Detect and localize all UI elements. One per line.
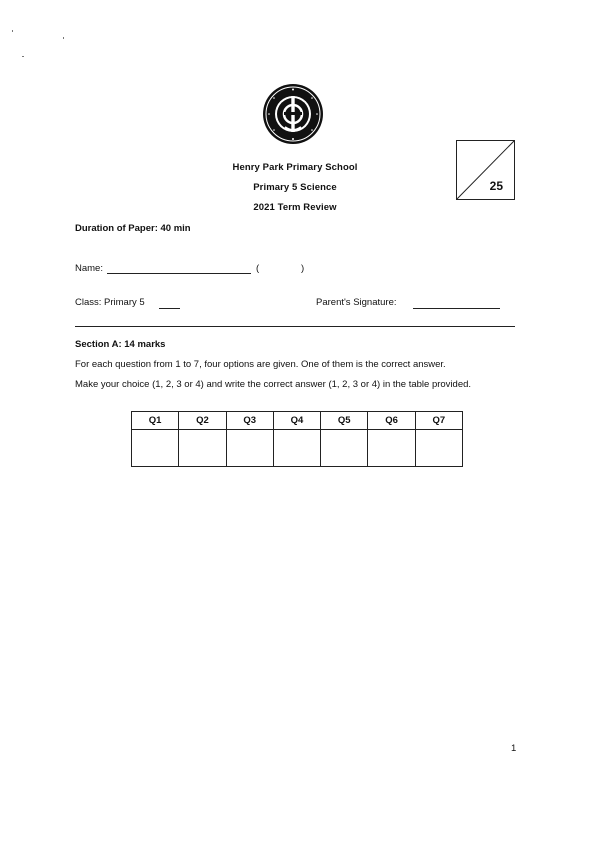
answer-table-header-row: [132, 412, 463, 430]
class-field[interactable]: [159, 308, 180, 309]
answer-table: [131, 411, 463, 467]
signature-label: Parent's Signature:: [316, 297, 397, 308]
exam-title: 2021 Term Review: [253, 202, 337, 213]
header-q5: Q5: [321, 412, 368, 430]
header-q4: Q4: [273, 412, 320, 430]
section-a-title: Section A: 14 marks: [75, 339, 166, 350]
header-q3: Q3: [226, 412, 273, 430]
total-marks: 25: [489, 179, 503, 193]
answer-table-answer-row: [132, 430, 463, 467]
name-field[interactable]: [107, 273, 251, 274]
index-close-paren: ): [301, 263, 305, 274]
answer-cell-q2[interactable]: [179, 430, 226, 467]
header-q1: Q1: [132, 412, 179, 430]
divider-rule: [75, 326, 515, 327]
answer-cell-q5[interactable]: [321, 430, 368, 467]
signature-field[interactable]: [413, 308, 500, 309]
school-crest-logo: [262, 83, 324, 145]
answer-cell-q6[interactable]: [368, 430, 415, 467]
subject-title: Primary 5 Science: [253, 182, 337, 193]
index-open-paren: (: [256, 263, 260, 274]
header-q6: Q6: [368, 412, 415, 430]
answer-cell-q1[interactable]: [132, 430, 179, 467]
score-diagonal: [457, 141, 514, 199]
page-number: 1: [511, 743, 517, 754]
header-q2: Q2: [179, 412, 226, 430]
answer-cell-q3[interactable]: [226, 430, 273, 467]
name-label: Name:: [75, 263, 103, 274]
class-label: Class: Primary 5: [75, 297, 145, 308]
score-box: [456, 140, 515, 200]
header-q7: Q7: [415, 412, 462, 430]
duration-label: Duration of Paper: 40 min: [75, 223, 191, 234]
answer-cell-q7[interactable]: [415, 430, 462, 467]
section-a-instruction-1: For each question from 1 to 7, four options are given. One of them is the correct answer.: [75, 359, 446, 370]
answer-cell-q4[interactable]: [273, 430, 320, 467]
section-a-instruction-2: Make your choice (1, 2, 3 or 4) and write the correct answer (1, 2, 3 or 4) in the table provided.: [75, 379, 472, 390]
school-name: Henry Park Primary School: [232, 162, 358, 173]
